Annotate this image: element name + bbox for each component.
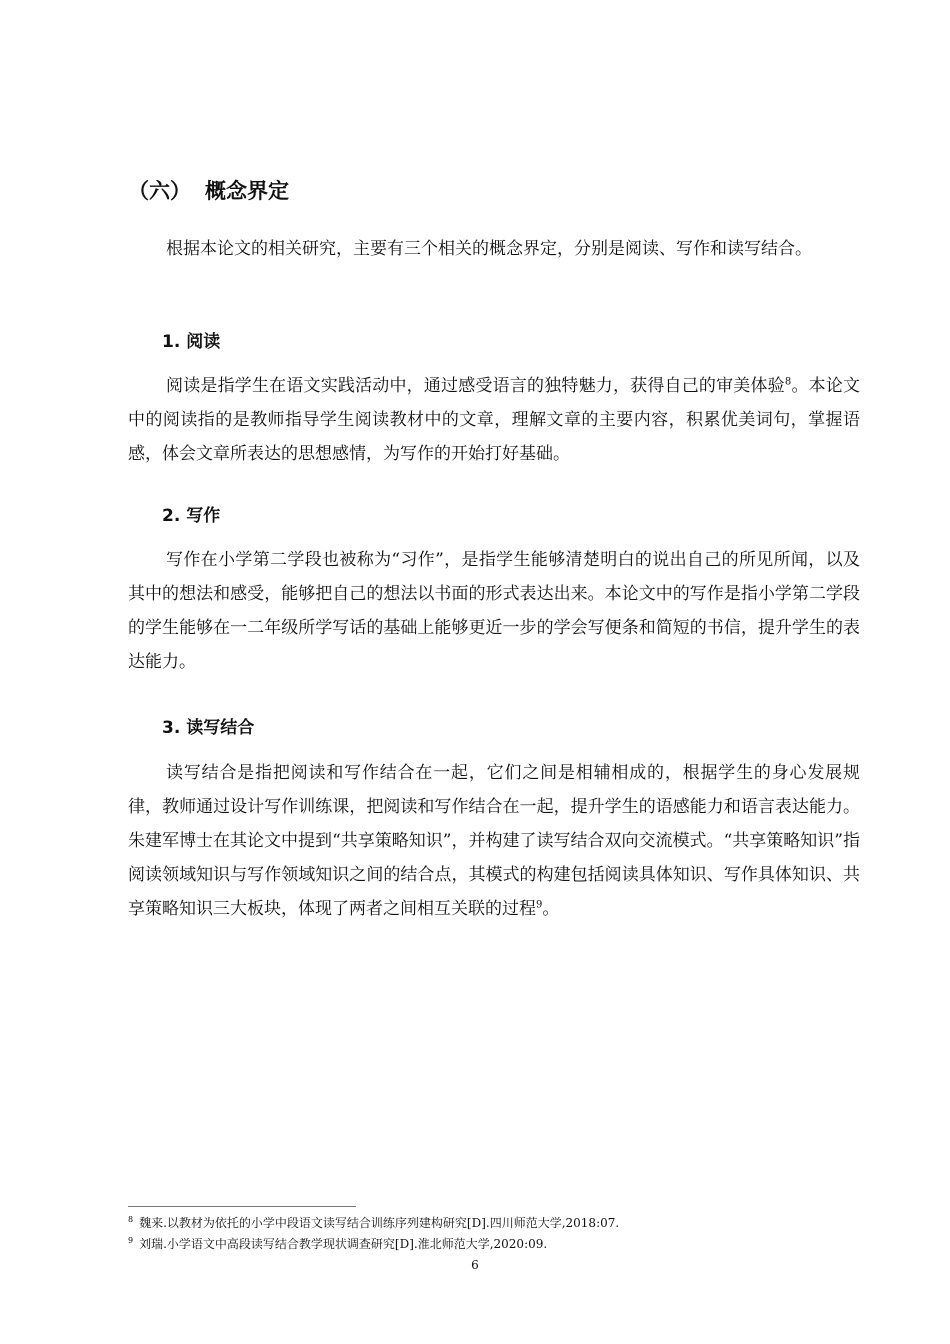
- footnote-8: [128, 1214, 868, 1232]
- subsection-number: 3.: [162, 718, 181, 738]
- subsection-title: 写作: [186, 506, 221, 526]
- footnote-ref-8: 8: [784, 376, 792, 388]
- reading-writing-paragraph: [128, 756, 860, 926]
- reading-text: 阅读是指学生在语文实践活动中，通过感受语言的独特魅力，获得自己的审美体验: [166, 376, 785, 396]
- page-number: 6: [471, 1258, 479, 1272]
- subsection-title: 读写结合: [186, 718, 255, 738]
- section-number: （六）: [128, 179, 191, 203]
- subsection-heading-reading-writing: [162, 715, 254, 741]
- subsection-number: 1.: [162, 332, 181, 352]
- footnote-9: [128, 1235, 868, 1253]
- footnote-ref-9: 9: [536, 899, 543, 911]
- footnote-mark: 9: [128, 1236, 134, 1245]
- subsection-heading-reading: [162, 329, 220, 355]
- footnote-text: 魏来.以教材为依托的小学中段语文读写结合训练序列建构研究[D].四川师范大学,2018:07.: [139, 1216, 620, 1230]
- reading-text-cont: 。本论文中的阅读指的是教师指导学生阅读教材中的文章，理解文章的主要内容，积累优美词句，掌握语感，体会文章所表达的思想感情，为写作的开始打好基础。: [128, 376, 861, 464]
- subsection-heading-writing: [162, 503, 220, 529]
- subsection-number: 2.: [162, 506, 181, 526]
- footnote-mark: 8: [128, 1215, 134, 1224]
- subsection-title: 阅读: [186, 332, 221, 352]
- section-title: 概念界定: [205, 179, 289, 203]
- writing-paragraph: 写作在小学第二学段也被称为“习作”，是指学生能够清楚明白的说出自己的所见所闻，以及其中的想法和感受，能够把自己的想法以书面的形式表达出来。本论文中的写作是指小学第二学段的学生能够在一二年级所学写话的基础上能够更近一步的学会写便条和简短的书信，提升学生的表达能力。: [128, 550, 860, 672]
- reading-paragraph: [128, 369, 860, 471]
- footnote-text: 刘瑞.小学语文中高段读写结合教学现状调查研究[D].淮北师范大学,2020:09.: [139, 1237, 548, 1251]
- footnote-divider: [128, 1206, 356, 1207]
- intro-paragraph: 根据本论文的相关研究，主要有三个相关的概念界定，分别是阅读、写作和读写结合。: [166, 239, 812, 259]
- reading-writing-text: 读写结合是指把阅读和写作结合在一起，它们之间是相辅相成的，根据学生的身心发展规律，教师通过设计写作训练课，把阅读和写作结合在一起，提升学生的语感能力和语言表达能力。朱建军博士在其论文中提到“共享策略知识”，并构建了读写结合双向交流模式。“共享策略知识”指阅读领域知识与写作领域知识之间的结合点，其模式的构建包括阅读具体知识、写作具体知识、共享策略知识三大板块，体现了两者之间相互关联的过程: [128, 763, 860, 919]
- section-heading: [128, 176, 289, 206]
- reading-writing-text-cont: 。: [542, 899, 560, 919]
